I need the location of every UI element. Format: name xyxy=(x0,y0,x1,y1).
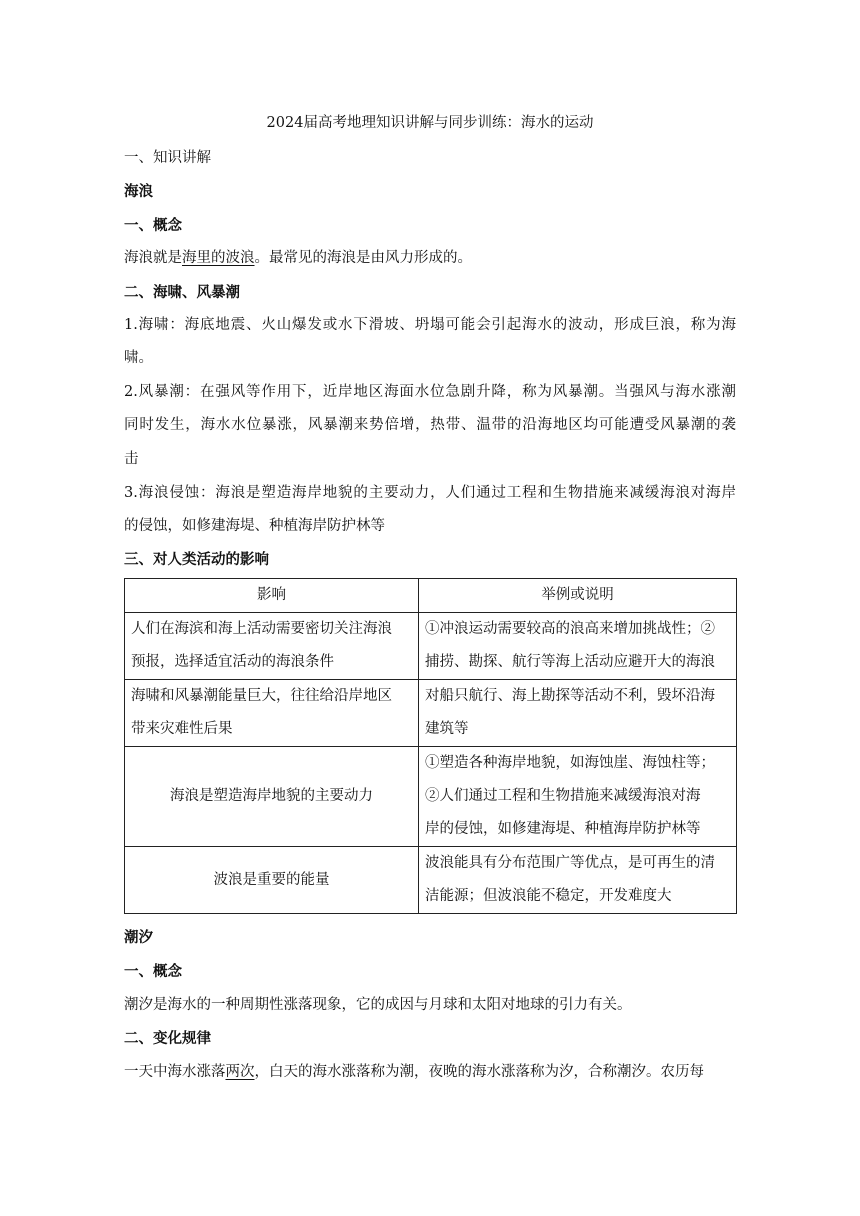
cell-line: ①冲浪运动需要较高的浪高来增加挑战性；② xyxy=(425,621,715,637)
table-cell-impact xyxy=(125,613,419,680)
cell-line: 对船只航行、海上勘探等活动不利，毁坏沿海 xyxy=(425,688,715,704)
subheading-tsunami-storm-surge: 二、海啸、风暴潮 xyxy=(124,285,240,301)
paragraph-erosion-line2: 的侵蚀，如修建海堤、种植海岸防护林等 xyxy=(124,518,385,534)
section-heading-tides: 潮汐 xyxy=(124,930,153,946)
table-cell-example xyxy=(419,680,737,747)
cell-line: 洁能源；但波浪能不稳定，开发难度大 xyxy=(425,888,672,904)
table-cell-impact: 海浪是塑造海岸地貌的主要动力 xyxy=(125,747,419,847)
cell-line: 海啸和风暴潮能量巨大，往往给沿岸地区 xyxy=(131,688,392,704)
paragraph-tsunami-line1: 1.海啸：海底地震、火山爆发或水下滑坡、坍塌可能会引起海水的波动，形成巨浪，称为海 xyxy=(124,317,736,333)
table-header-example: 举例或说明 xyxy=(419,579,737,613)
cell-line: 建筑等 xyxy=(425,721,469,737)
cell-line: 岸的侵蚀，如修建海堤、种植海岸防护林等 xyxy=(425,821,701,837)
subheading-tides-pattern: 二、变化规律 xyxy=(124,1031,211,1047)
cell-line: 捕捞、勘探、航行等海上活动应避开大的海浪 xyxy=(425,654,715,670)
table-cell-impact xyxy=(125,680,419,747)
paragraph-storm-surge-line2: 同时发生，海水水位暴涨，风暴潮来势倍增，热带、温带的沿海地区均可能遭受风暴潮的袭 xyxy=(124,417,736,433)
table-row xyxy=(125,747,737,847)
subheading-human-impact: 三、对人类活动的影响 xyxy=(124,552,269,568)
part-heading: 一、知识讲解 xyxy=(124,150,211,166)
table-cell-impact: 波浪是重要的能量 xyxy=(125,847,419,914)
waves-concept-paragraph xyxy=(124,248,736,268)
text-run: ，白天的海水涨落称为潮，夜晚的海水涨落称为汐，合称潮汐。农历每 xyxy=(254,1064,704,1080)
text-run: 海浪就是 xyxy=(124,250,182,266)
underlined-term: 两次 xyxy=(225,1064,255,1080)
cell-line: 人们在海滨和海上活动需要密切关注海浪 xyxy=(131,621,392,637)
impact-table xyxy=(124,578,737,914)
paragraph-storm-surge-line3: 击 xyxy=(124,451,139,467)
subheading-tides-concept: 一、概念 xyxy=(124,964,182,980)
table-cell-example xyxy=(419,847,737,914)
text-run: 一天中海水涨落 xyxy=(124,1064,226,1080)
tides-concept-paragraph: 潮汐是海水的一种周期性涨落现象，它的成因与月球和太阳对地球的引力有关。 xyxy=(124,997,632,1013)
cell-line: 预报，选择适宜活动的海浪条件 xyxy=(131,654,334,670)
cell-line: ②人们通过工程和生物措施来减缓海浪对海 xyxy=(425,788,701,804)
cell-line: 带来灾难性后果 xyxy=(131,721,233,737)
table-cell-example xyxy=(419,747,737,847)
table-row xyxy=(125,613,737,680)
table-row xyxy=(125,847,737,914)
table-row xyxy=(125,680,737,747)
subheading-concept: 一、概念 xyxy=(124,218,182,234)
table-cell-example xyxy=(419,613,737,680)
underlined-term: 海里的波浪 xyxy=(182,250,255,266)
table-header-row xyxy=(125,579,737,613)
section-heading-waves: 海浪 xyxy=(124,184,153,200)
table-header-impact: 影响 xyxy=(125,579,419,613)
text-run: 。最常见的海浪是由风力形成的。 xyxy=(254,250,472,266)
cell-line: ①塑造各种海岸地貌，如海蚀崖、海蚀柱等； xyxy=(425,755,715,771)
tides-pattern-paragraph xyxy=(124,1062,736,1082)
paragraph-storm-surge-line1: 2.风暴潮：在强风等作用下，近岸地区海面水位急剧升降，称为风暴潮。当强风与海水涨潮 xyxy=(124,384,736,400)
paragraph-tsunami-line2: 啸。 xyxy=(124,350,153,366)
cell-line: 波浪能具有分布范围广等优点，是可再生的清 xyxy=(425,855,715,871)
paragraph-erosion-line1: 3.海浪侵蚀：海浪是塑造海岸地貌的主要动力，人们通过工程和生物措施来减缓海浪对海岸 xyxy=(124,485,736,501)
document-title: 2024届高考地理知识讲解与同步训练：海水的运动 xyxy=(266,115,594,131)
